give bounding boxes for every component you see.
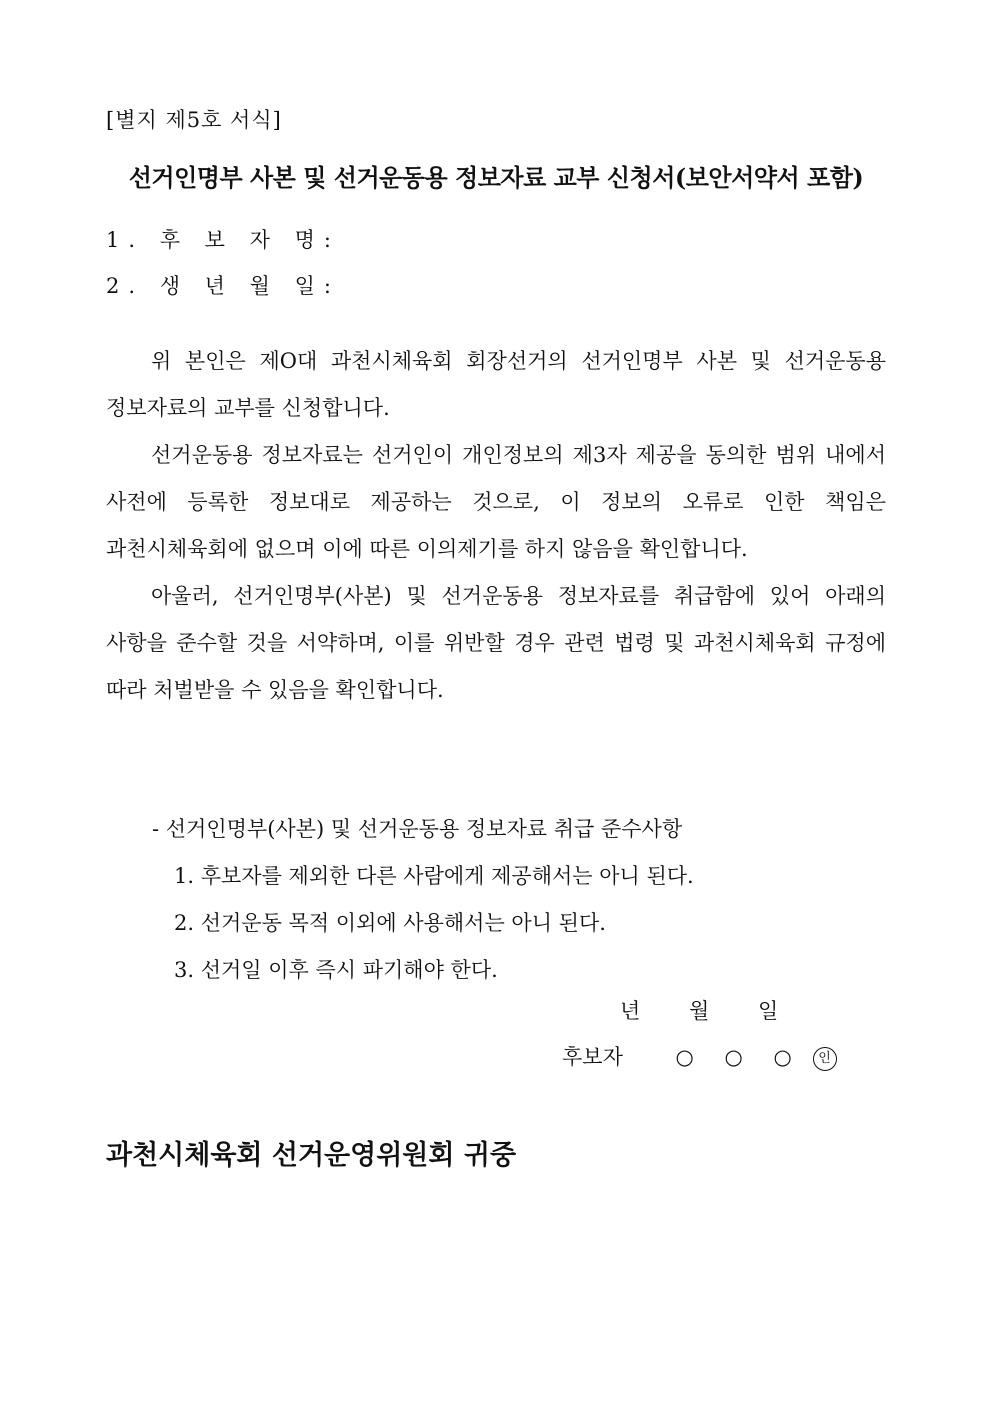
addressee: 과천시체육회 선거운영위원회 귀중: [106, 1140, 517, 1171]
rule-item-2: 2. 선거운동 목적 이외에 사용해서는 아니 된다.: [174, 911, 606, 935]
birth-date-label: 2. 생 년 월 일:: [106, 274, 340, 298]
birth-date-field: [106, 270, 340, 300]
pledge-paragraph: 아울러, 선거인명부(사본) 및 선거운동용 정보자료를 취급함에 있어 아래의 사항을 준수할 것을 서약하며, 이를 위반할 경우 관련 법령 및 과천시체육회 규정에 따라 처벌받을 수 있음을 확인합니다.: [106, 584, 886, 702]
signature-line: [562, 1041, 837, 1071]
document-title: 선거인명부 사본 및 선거운동용 정보자료 교부 신청서(보안서약서 포함): [128, 163, 864, 192]
disclaimer-paragraph: 선거운동용 정보자료는 선거인이 개인정보의 제3자 제공을 동의한 범위 내에서 사전에 등록한 정보대로 제공하는 것으로, 이 정보의 오류로 인한 책임은 과천시체육회에 없으며 이에 따른 이의제기를 하지 않음을 확인합니다.: [106, 443, 886, 561]
seal-mark: 인: [813, 1047, 837, 1071]
application-paragraph: 위 본인은 제O대 과천시체육회 회장선거의 선거인명부 사본 및 선거운동용 정보자료의 교부를 신청합니다.: [106, 349, 886, 420]
statement-body: [106, 338, 886, 714]
date-day: 일: [757, 999, 779, 1023]
date-year: 년: [620, 999, 641, 1023]
rule-item-1: 1. 후보자를 제외한 다른 사람에게 제공해서는 아니 된다.: [174, 864, 694, 888]
signature-label: 후보자: [562, 1045, 623, 1069]
date-line: [620, 995, 820, 1025]
date-month: 월: [688, 999, 710, 1023]
rules-heading: - 선거인명부(사본) 및 선거운동용 정보자료 취급 준수사항: [152, 817, 683, 841]
rule-item-3: 3. 선거일 이후 즉시 파기해야 한다.: [174, 958, 498, 982]
compliance-rules: [152, 806, 694, 994]
candidate-name-label: 1. 후 보 자 명:: [106, 228, 340, 252]
signature-name-placeholder: ○ ○ ○: [675, 1045, 804, 1069]
form-number: [별지 제5호 서식]: [106, 108, 282, 132]
candidate-name-field: [106, 224, 340, 254]
